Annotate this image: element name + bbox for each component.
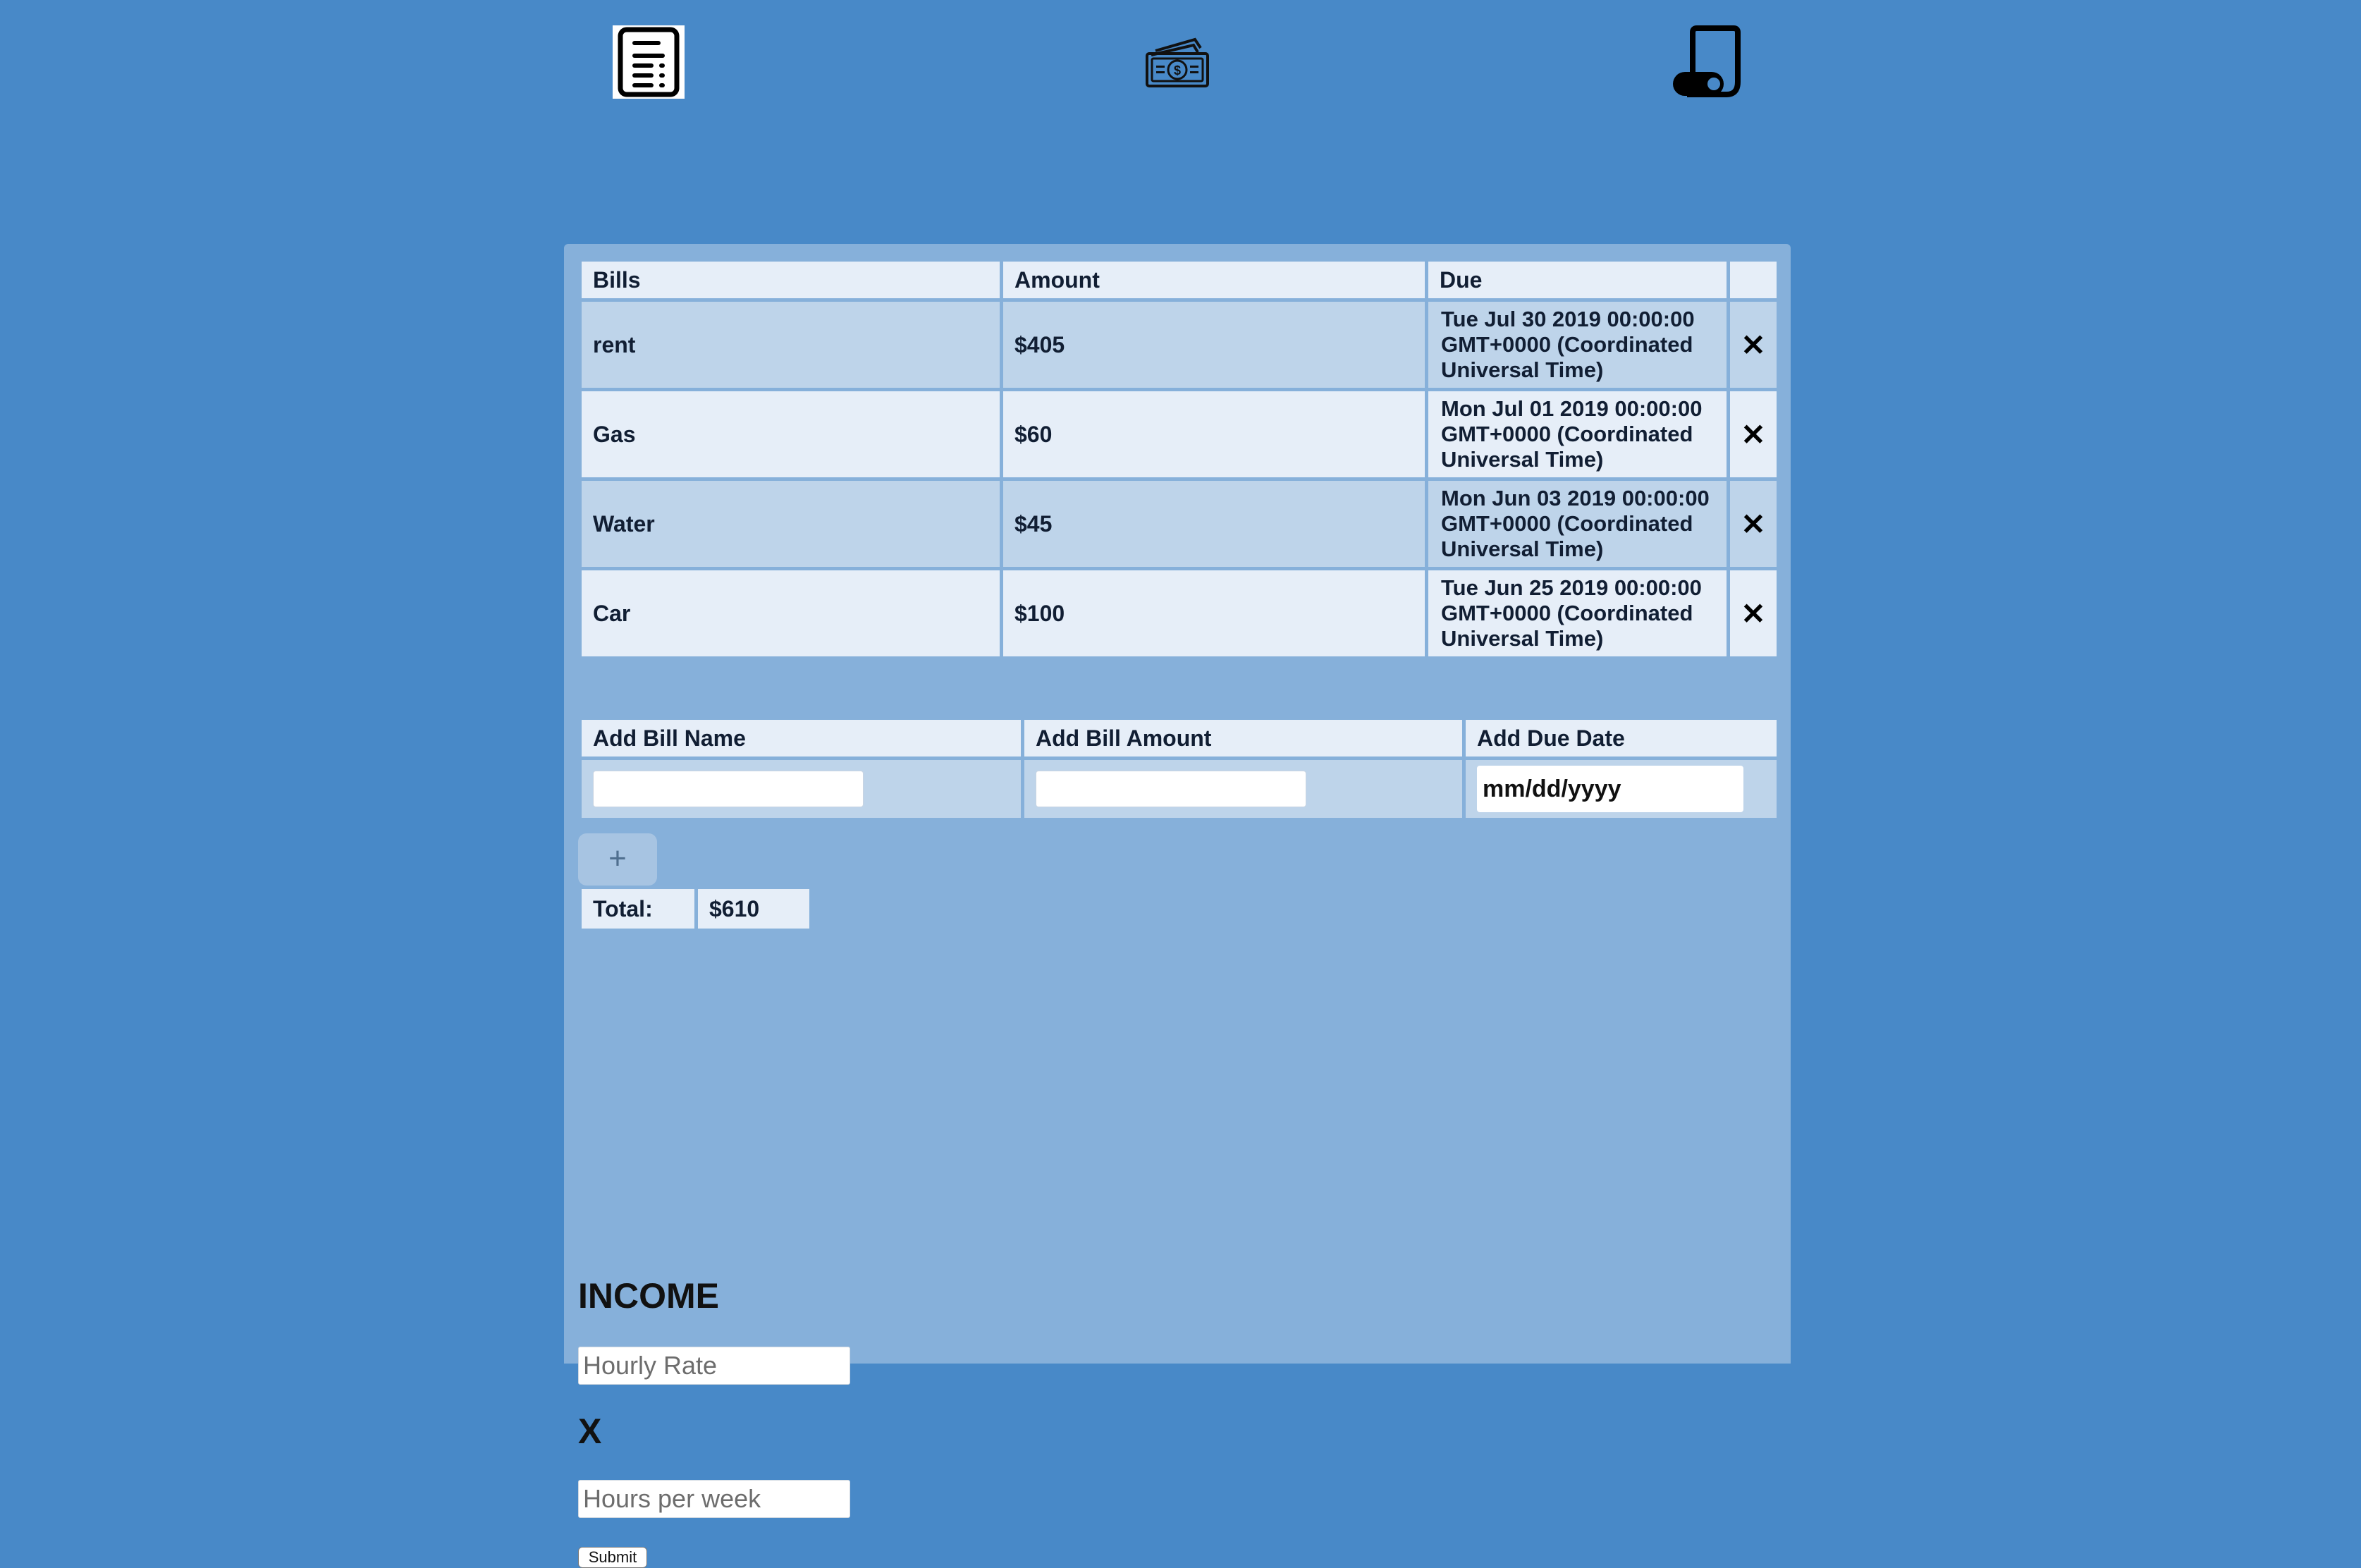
delete-icon[interactable]: ✕ — [1729, 479, 1779, 569]
add-bill-amount-cell — [1023, 759, 1464, 820]
multiply-label: X — [578, 1411, 602, 1451]
bill-due: Tue Jun 25 2019 00:00:00 GMT+0000 (Coordinated Universal Time) — [1427, 569, 1729, 659]
table-row — [580, 569, 1779, 659]
hours-per-week-input[interactable] — [578, 1480, 850, 1518]
due-column-header: Due — [1427, 260, 1729, 300]
add-bill-name-header: Add Bill Name — [580, 718, 1023, 759]
bills-column-header: Bills — [580, 260, 1002, 300]
bill-amount-input[interactable] — [1036, 771, 1306, 807]
table-row — [580, 390, 1779, 479]
bill-amount: $100 — [1002, 569, 1427, 659]
hourly-rate-input[interactable] — [578, 1347, 850, 1385]
bill-name: Water — [580, 479, 1002, 569]
table-row — [580, 479, 1779, 569]
bills-table — [578, 258, 1780, 660]
bill-due: Mon Jul 01 2019 00:00:00 GMT+0000 (Coordinated Universal Time) — [1427, 390, 1729, 479]
add-bill-form — [578, 716, 1780, 821]
bill-document-icon[interactable] — [613, 25, 685, 99]
bill-due: Tue Jul 30 2019 00:00:00 GMT+0000 (Coordinated Universal Time) — [1427, 300, 1729, 390]
add-bill-name-cell — [580, 759, 1023, 820]
total-label: Total: — [580, 888, 697, 931]
table-header-row — [580, 260, 1779, 300]
add-bill-amount-header: Add Bill Amount — [1023, 718, 1464, 759]
total-row — [580, 888, 811, 931]
table-row — [580, 300, 1779, 390]
add-bill-button[interactable]: + — [578, 833, 657, 886]
submit-button[interactable]: Submit — [578, 1547, 647, 1568]
add-form-header-row — [580, 718, 1779, 759]
bill-name-input[interactable] — [593, 771, 864, 807]
bill-amount: $405 — [1002, 300, 1427, 390]
total-value: $610 — [697, 888, 811, 931]
income-title: INCOME — [578, 1276, 719, 1316]
due-date-input[interactable]: mm/dd/yyyy — [1477, 766, 1743, 812]
add-due-date-header: Add Due Date — [1464, 718, 1779, 759]
bill-amount: $45 — [1002, 479, 1427, 569]
total-table — [578, 886, 813, 932]
bill-due: Mon Jun 03 2019 00:00:00 GMT+0000 (Coordinated Universal Time) — [1427, 479, 1729, 569]
svg-text:$: $ — [1173, 63, 1182, 78]
top-nav — [0, 0, 2361, 113]
bill-name: Car — [580, 569, 1002, 659]
bill-amount: $60 — [1002, 390, 1427, 479]
bill-name: Gas — [580, 390, 1002, 479]
bill-name: rent — [580, 300, 1002, 390]
money-icon[interactable] — [1144, 35, 1210, 90]
scroll-icon[interactable] — [1670, 25, 1743, 99]
add-due-date-cell — [1464, 759, 1779, 820]
delete-icon[interactable]: ✕ — [1729, 390, 1779, 479]
main-panel — [564, 244, 1791, 1566]
add-form-input-row — [580, 759, 1779, 820]
delete-icon[interactable]: ✕ — [1729, 300, 1779, 390]
amount-column-header: Amount — [1002, 260, 1427, 300]
delete-icon[interactable]: ✕ — [1729, 569, 1779, 659]
delete-column-header — [1729, 260, 1779, 300]
